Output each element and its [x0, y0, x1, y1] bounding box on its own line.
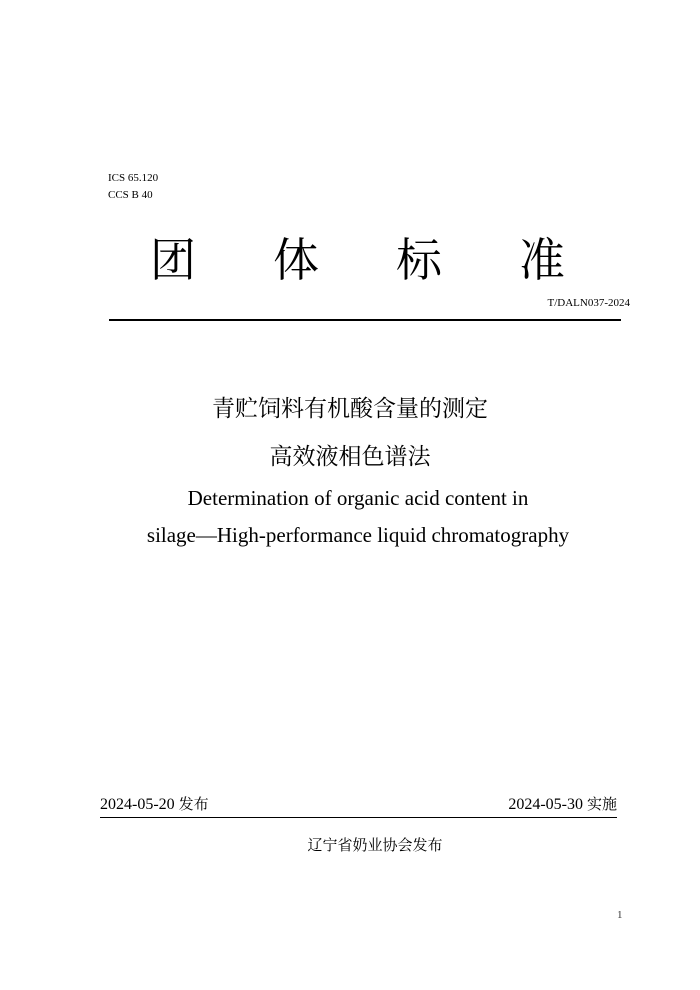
ccs-code: CCS B 40 — [108, 189, 153, 201]
header-divider — [109, 319, 621, 321]
date-row — [100, 793, 617, 818]
english-title-line-1: Determination of organic acid content in — [187, 486, 529, 510]
ics-code: ICS 65.120 — [108, 172, 159, 184]
publish-date: 2024-05-20 — [100, 796, 175, 813]
standard-type-heading — [0, 228, 700, 292]
standard-type-char-1: 团 — [150, 233, 196, 287]
english-title-line-2: silage—High-performance liquid chromatography — [146, 523, 570, 547]
publisher: 辽宁省奶业协会发布 — [307, 836, 443, 854]
implement-date-block — [508, 793, 617, 816]
implement-label: 实施 — [586, 795, 617, 813]
publish-label: 发布 — [178, 795, 209, 813]
standard-type-char-3: 标 — [396, 233, 442, 287]
classification-codes — [108, 170, 158, 204]
standard-type-char-4: 准 — [519, 233, 565, 287]
implement-date: 2024-05-30 — [508, 796, 583, 813]
document-code: T/DALN037-2024 — [547, 297, 630, 309]
chinese-title-line-2: 高效液相色谱法 — [269, 444, 431, 470]
standard-type-char-2: 体 — [273, 233, 319, 287]
publish-date-block — [100, 793, 209, 816]
page-number: 1 — [617, 909, 623, 921]
chinese-title-line-1: 青贮饲料有机酸含量的测定 — [212, 396, 488, 422]
